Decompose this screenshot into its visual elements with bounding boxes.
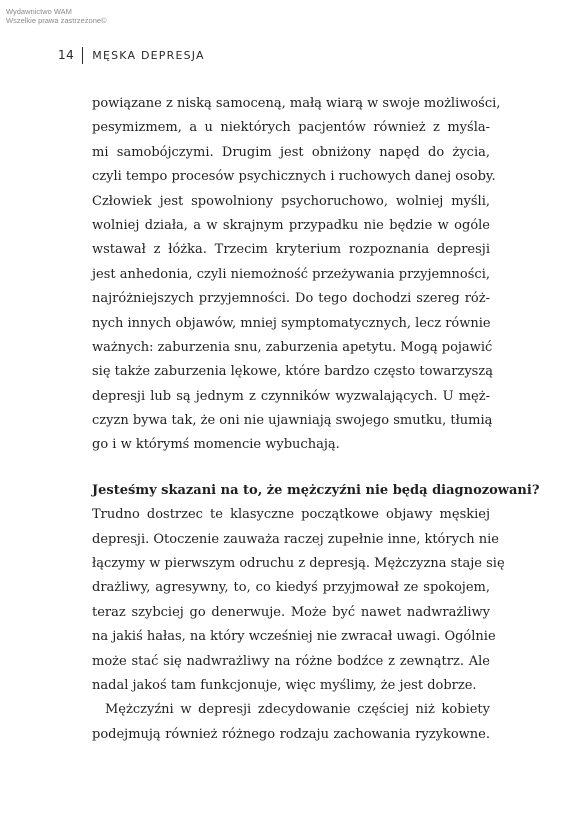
text-line: nych innych objawów, mniej symptomatycznych, lecz równie: [92, 315, 491, 331]
text-line: wstawał z łóżka. Trzecim kryterium rozpoznania depresji: [92, 242, 490, 258]
watermark-copyright: Wszelkie prawa zastrzeżone©: [6, 16, 107, 25]
text-line: go i w którymś momencie wybuchają.: [92, 437, 340, 453]
text-line: ważnych: zaburzenia snu, zaburzenia apetytu. Mogą pojawić: [92, 339, 493, 355]
text-line: jest anhedonia, czyli niemożność przeżywania przyjemności,: [92, 266, 490, 282]
text-line: drażliwy, agresywny, to, co kiedyś przyjmował ze spokojem,: [92, 580, 490, 596]
publisher-watermark: [6, 7, 107, 25]
header-divider: [82, 47, 83, 64]
text-line: się także zaburzenia lękowe, które bardzo często towarzyszą: [92, 364, 493, 380]
text-line: czyli tempo procesów psychicznych i ruchowych danej osoby.: [92, 169, 496, 185]
text-line: czyzn bywa tak, że oni nie ujawniają swojego smutku, tłumią: [92, 413, 493, 429]
text-line: pesymizmem, a u niektórych pacjentów również z myśla-: [92, 120, 490, 136]
text-line: łączymy w pierwszym odruchu z depresją. Mężczyzna staje się: [92, 556, 505, 572]
text-line: wolniej działa, a w skrajnym przypadku nie będzie w ogóle: [92, 217, 490, 233]
text-line: teraz szybciej go denerwuje. Może być nawet nadwrażliwy: [92, 604, 490, 620]
paragraph-diagnosis: [92, 479, 540, 699]
paragraph-anhedonia: [92, 92, 501, 458]
paragraph-risk-behaviour: [92, 698, 490, 747]
watermark-publisher: Wydawnictwo WAM: [6, 7, 72, 16]
running-header: [58, 46, 205, 64]
text-line: Człowiek jest spowolniony psychoruchowo, wolniej myśli,: [92, 193, 490, 209]
text-line: na jakiś hałas, na który wcześniej nie zwracał uwagi. Ogólnie: [92, 629, 496, 645]
text-line: depresji. Otoczenie zauważa raczej zupełnie inne, których nie: [92, 531, 499, 547]
text-line: Trudno dostrzec te klasyczne początkowe objawy męskiej: [92, 507, 490, 523]
text-line: Mężczyźni w depresji zdecydowanie częściej niż kobiety: [105, 702, 490, 718]
page-body: [92, 92, 540, 747]
interview-question: Jesteśmy skazani na to, że mężczyźni nie będą diagnozowani?: [92, 482, 540, 498]
text-line: powiązane z niską samoceną, małą wiarą w swoje możliwości,: [92, 96, 501, 111]
paragraph-gap: [92, 458, 490, 479]
running-title: MĘSKA DEPRESJA: [92, 48, 205, 62]
text-line: może stać się nadwrażliwy na różne bodźce z zewnątrz. Ale: [92, 653, 490, 669]
text-line: mi samobójczymi. Drugim jest obniżony napęd do życia,: [92, 144, 490, 160]
text-line: depresji lub są jednym z czynników wyzwalających. U męż-: [92, 388, 490, 404]
text-line: nadal jakoś tam funkcjonuje, więc myślimy, że jest dobrze.: [92, 677, 477, 693]
text-line: podejmują również różnego rodzaju zachowania ryzykowne.: [92, 726, 490, 742]
text-line: najróżniejszych przyjemności. Do tego dochodzi szereg róż-: [92, 291, 490, 307]
page-number: 14: [58, 48, 75, 62]
